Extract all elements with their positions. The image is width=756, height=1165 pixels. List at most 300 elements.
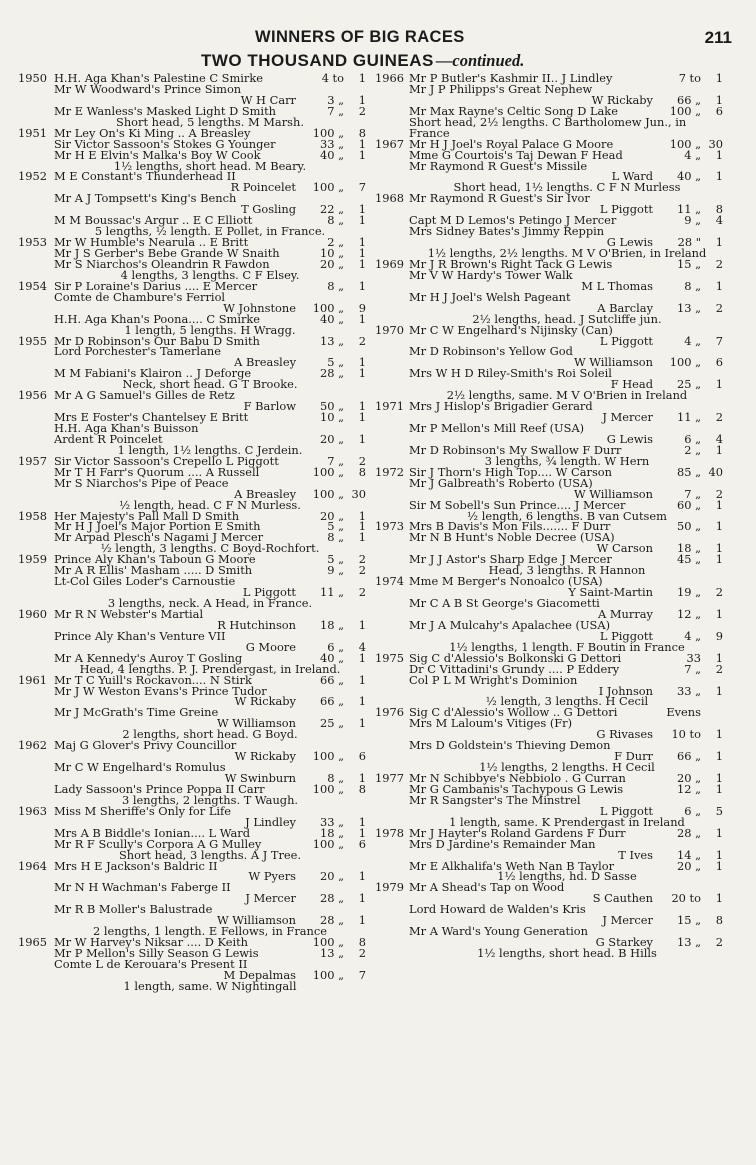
- jockey: G Starkey: [595, 935, 653, 950]
- comment-text: 1½ lengths, 2½ lengths. M V O'Brien, in Ireland: [427, 246, 707, 260]
- jockey: W Rickaby: [234, 749, 296, 764]
- horse-entry: Mr J Hayter's Roland Gardens F Durr: [409, 825, 626, 840]
- jockey: W Williamson: [573, 486, 653, 501]
- comment-text: 1 length, 5 lengths. H Wragg.: [124, 322, 296, 337]
- odds: 33 „: [319, 136, 344, 151]
- odds-against: 40: [708, 464, 723, 479]
- jockey: F Barlow: [243, 399, 296, 414]
- comment-text: 1½ lengths, short head. M Beary.: [113, 158, 307, 173]
- odds: 66 „: [319, 694, 344, 709]
- horse-entry: M M Fabiani's Klairon .. J Deforge: [54, 366, 252, 381]
- odds: 4 „: [684, 333, 701, 348]
- odds-against: 2: [358, 103, 366, 118]
- odds-against: 1: [715, 92, 723, 107]
- horse-entry: Mme G Courtois's Taj Dewan F Head: [409, 147, 623, 162]
- horse-entry: Mme M Berger's Nonoalco (USA): [409, 574, 603, 589]
- odds: 13 „: [319, 946, 344, 960]
- horse-entry: Comte L de Kerouara's Present II: [54, 956, 248, 971]
- odds-against: 1: [358, 617, 366, 632]
- horse-entry: Mr R B Moller's Balustrade: [54, 902, 213, 917]
- odds-against: 1: [358, 694, 366, 709]
- jockey: G Lewis: [606, 235, 653, 250]
- entry-line: [375, 289, 723, 304]
- odds: 2 „: [327, 235, 344, 250]
- horse-entry: Dr C Vittadini's Grundy .... P Eddery: [409, 661, 620, 676]
- odds-against: 1: [358, 311, 366, 326]
- jockey: W Williamson: [216, 716, 296, 731]
- entry-line: [375, 598, 723, 609]
- horse-entry: Maj G Glover's Privy Councillor: [54, 738, 237, 753]
- odds: 28 „: [319, 891, 344, 906]
- odds: 100 „: [312, 749, 344, 764]
- jockey: L Piggott: [599, 803, 653, 818]
- comment-text: 2½ lengths, head. J Sutcliffe jun.: [472, 311, 662, 326]
- jockey: G Lewis: [606, 431, 653, 446]
- year: 1963: [18, 803, 47, 818]
- odds: 5 „: [327, 552, 344, 567]
- horse-entry: Mr N Schibbye's Nebbiolo . G Curran: [409, 771, 626, 785]
- odds-against: 4: [715, 213, 723, 228]
- horse-entry: Lord Porchester's Tamerlane: [54, 344, 221, 359]
- odds-against: 1: [715, 235, 723, 250]
- jockey: J Mercer: [602, 410, 653, 425]
- year: 1950: [18, 71, 47, 85]
- horse-entry: Col P L M Wright's Dominion: [409, 672, 578, 687]
- entry-line: [18, 193, 366, 204]
- comment-text: Neck, short head. G T Brooke.: [122, 377, 298, 392]
- horse-entry: Lord Howard de Walden's Kris: [409, 902, 586, 917]
- odds: 100 „: [669, 103, 701, 118]
- entry-line: [375, 226, 723, 237]
- odds-against: 1: [715, 519, 723, 534]
- horse-entry: Mr C W Engelhard's Nijinsky (Can): [409, 322, 613, 337]
- year: 1968: [375, 191, 404, 206]
- horse-entry: Mr Raymond R Guest's Sir Ivor: [409, 191, 590, 206]
- odds-against: 2: [358, 453, 366, 468]
- year: 1970: [375, 322, 404, 337]
- horse-entry: Mr A J Tompsett's King's Bench: [54, 191, 237, 206]
- odds: 5 „: [327, 355, 344, 370]
- odds: 4 to: [321, 71, 344, 85]
- entry-line: [18, 707, 366, 718]
- odds-against: 1: [715, 683, 723, 698]
- year: 1965: [18, 935, 47, 950]
- comment-text: 1 length, same. W Nightingall: [123, 978, 297, 993]
- odds: 100 „: [312, 486, 344, 501]
- horse-entry: M M Boussac's Argur .. E C Elliott: [54, 213, 253, 228]
- jockey: G Rivases: [596, 727, 653, 742]
- odds-against: 1: [358, 650, 366, 665]
- entry-line: [375, 617, 723, 632]
- odds: 11 „: [676, 410, 701, 425]
- jockey: A Breasley: [234, 355, 296, 370]
- horse-entry: Prince Aly Khan's Taboun G Moore: [54, 552, 256, 567]
- comment-text: Short head, 3 lengths. A J Tree.: [118, 847, 302, 862]
- odds: 8 „: [327, 213, 344, 228]
- odds-against: 2: [715, 661, 723, 676]
- horse-entry: Mrs H E Jackson's Baldric II: [54, 858, 218, 873]
- section-heading: [201, 51, 601, 73]
- odds: 100 „: [312, 781, 344, 796]
- horse-entry: Mr S Niarchos's Pipe of Peace: [54, 475, 229, 490]
- odds-against: 5: [715, 803, 723, 818]
- odds: 28 ": [677, 235, 701, 250]
- jockey: L Piggott: [242, 585, 296, 600]
- jockey: L Ward: [611, 169, 653, 184]
- jockey: W Williamson: [216, 913, 296, 928]
- odds: 20 „: [319, 869, 344, 884]
- odds-against: 1: [358, 431, 366, 446]
- horse-entry: Mrs M Laloum's Vitiges (Fr): [409, 716, 573, 731]
- entry-line: [18, 803, 366, 818]
- horse-entry: Mr A Kennedy's Auroy T Gosling: [54, 650, 243, 665]
- odds-against: 30: [351, 486, 366, 501]
- horse-entry: Sir P Loraine's Darius .... E Mercer: [54, 278, 258, 293]
- entry-line: [18, 390, 366, 401]
- year: 1977: [375, 771, 404, 785]
- odds-against: 1: [358, 71, 366, 85]
- entry-line: [18, 346, 366, 357]
- odds-against: 1: [358, 136, 366, 151]
- jockey: M L Thomas: [581, 278, 653, 293]
- odds-against: 7: [715, 333, 723, 348]
- horse-entry: Mr V W Hardy's Tower Walk: [409, 267, 573, 282]
- entry-line: [375, 532, 723, 543]
- entry-line: [375, 926, 723, 937]
- odds-against: 8: [358, 781, 366, 796]
- odds: 33 „: [319, 814, 344, 829]
- jockey: W Carson: [596, 541, 653, 556]
- jockey: W Pyers: [248, 869, 296, 884]
- odds-against: 6: [715, 103, 723, 118]
- comment-text: Short head, 1½ lengths. C F N Murless: [453, 180, 681, 195]
- year: 1953: [18, 235, 47, 250]
- odds: 18 „: [319, 617, 344, 632]
- entry-line: [375, 81, 723, 96]
- odds-against: 8: [358, 464, 366, 479]
- horse-entry: Mr A Shead's Tap on Wood: [409, 880, 565, 895]
- entry-line: [375, 368, 723, 379]
- odds: 28 „: [676, 825, 701, 840]
- odds-against: 2: [358, 946, 366, 960]
- odds-against: 4: [715, 431, 723, 446]
- odds-against: 1: [358, 399, 366, 414]
- odds: 20 to: [671, 891, 701, 906]
- horse-entry: Mr R N Webster's Martial: [54, 606, 204, 621]
- odds: 10 „: [319, 410, 344, 425]
- entry-line: [375, 740, 723, 751]
- entry-line: [375, 322, 723, 337]
- year: 1957: [18, 453, 47, 468]
- odds-against: 1: [358, 530, 366, 545]
- horse-entry: H.H. Aga Khan's Palestine C Smirke: [54, 71, 263, 85]
- odds-against: 2: [715, 486, 723, 501]
- horse-entry: Mr A R Ellis' Masham ..... D Smith: [54, 563, 253, 578]
- odds: 28 „: [319, 913, 344, 928]
- horse-entry: Sig C d'Alessio's Bolkonski G Dettori: [409, 650, 622, 665]
- odds-against: 1: [715, 147, 723, 162]
- odds-against: 1: [358, 355, 366, 370]
- horse-entry: Mr J S Gerber's Bebe Grande W Snaith: [54, 246, 280, 260]
- odds: 18 „: [319, 825, 344, 840]
- comment-text: Short head, 5 lengths. M Marsh.: [116, 114, 304, 129]
- horse-entry: Mr J P Philipps's Great Nephew: [409, 81, 593, 96]
- odds: 13 „: [676, 300, 701, 315]
- year: 1979: [375, 880, 404, 895]
- entry-line: [18, 858, 366, 873]
- horse-entry: Mr G Cambanis's Tachypous G Lewis: [409, 781, 624, 796]
- odds-against: 8: [358, 935, 366, 950]
- comment-text: 1½ lengths, short head. B Hills: [477, 946, 657, 960]
- odds: 50 „: [676, 519, 701, 534]
- odds-against: 1: [715, 825, 723, 840]
- horse-entry: Mr J J Astor's Sharp Edge J Mercer: [409, 552, 612, 567]
- horse-entry: Mr R F Scully's Corpora A G Mulley: [54, 836, 262, 851]
- horse-entry: Mr D Robinson's My Swallow F Durr: [409, 442, 622, 457]
- year: 1954: [18, 278, 47, 293]
- odds-against: 6: [358, 749, 366, 764]
- odds: 22 „: [319, 202, 344, 217]
- horse-entry: Her Majesty's Pall Mall D Smith: [54, 508, 240, 523]
- odds-against: 1: [358, 716, 366, 731]
- year: 1976: [375, 705, 404, 720]
- horse-entry: Mr T H Farr's Quorum .... A Russell: [54, 464, 260, 479]
- odds: 4 „: [684, 147, 701, 162]
- year: 1955: [18, 333, 47, 348]
- year: 1961: [18, 672, 47, 687]
- odds-against: 1: [358, 891, 366, 906]
- page-number: 211: [704, 28, 732, 47]
- horse-entry: Mr H J Joel's Welsh Pageant: [409, 289, 571, 304]
- horse-entry: Mrs D Goldstein's Thieving Demon: [409, 738, 611, 753]
- entry-line: [375, 792, 723, 807]
- jockey: J Mercer: [245, 891, 296, 906]
- horse-entry: Mrs A B Biddle's Ionian.... L Ward: [54, 825, 250, 840]
- odds: 12 „: [676, 781, 701, 796]
- odds: 4 „: [684, 628, 701, 643]
- odds: 5 „: [327, 519, 344, 534]
- odds: 40 „: [319, 311, 344, 326]
- horse-entry: Mr J R Brown's Right Tack G Lewis: [409, 256, 613, 271]
- jockey: F Head: [610, 377, 653, 392]
- odds-against: 1: [358, 519, 366, 534]
- year: 1978: [375, 825, 404, 840]
- horse-entry: Mr W Humble's Nearula .. E Britt: [54, 235, 249, 250]
- horse-entry: Sig C d'Alessio's Wollow .. G Dettori: [409, 705, 618, 720]
- running-title: WINNERS OF BIG RACES: [255, 28, 465, 46]
- year: 1964: [18, 858, 47, 873]
- odds-against: 1: [358, 202, 366, 217]
- comment-text: 5 lengths, ½ length. E Pollet, in France.: [94, 224, 326, 239]
- year: 1966: [375, 71, 404, 85]
- odds-against: 1: [715, 442, 723, 457]
- jockey: W H Carr: [240, 92, 296, 107]
- year: 1951: [18, 125, 47, 140]
- left-column: [18, 73, 366, 992]
- odds: 19 „: [676, 585, 701, 600]
- odds: 10 to: [671, 727, 701, 742]
- odds-against: 1: [715, 71, 723, 85]
- odds: 66 „: [676, 749, 701, 764]
- odds: 7 „: [327, 103, 344, 118]
- jockey: L Piggott: [599, 202, 653, 217]
- horse-entry: Mr A Ward's Young Generation: [409, 924, 588, 939]
- odds: Evens: [666, 705, 701, 720]
- odds: 10 „: [319, 246, 344, 260]
- odds-against: 1: [358, 672, 366, 687]
- odds: 8 „: [327, 771, 344, 785]
- horse-entry: Mr Arpad Plesch's Nagami J Mercer: [54, 530, 264, 545]
- horse-entry: Mr E Wanless's Masked Light D Smith: [54, 103, 276, 118]
- jockey: W Swinburn: [224, 771, 296, 785]
- odds: 100 „: [312, 935, 344, 950]
- odds-against: 1: [715, 541, 723, 556]
- horse-entry: Mr C W Engelhard's Romulus: [54, 760, 226, 775]
- odds-against: 6: [358, 836, 366, 851]
- odds: 11 „: [676, 202, 701, 217]
- odds-against: 1: [358, 256, 366, 271]
- year: 1974: [375, 574, 404, 589]
- jockey: J Mercer: [602, 913, 653, 928]
- horse-entry: Mr E Alkhalifa's Weth Nan B Taylor: [409, 858, 615, 873]
- odds-against: 1: [715, 650, 723, 665]
- comment-text: ½ length, 6 lengths. B van Cutsem: [467, 508, 667, 523]
- entry-line: [18, 81, 366, 96]
- comment-text: 1 length, 1½ lengths. C Jerdein.: [117, 442, 303, 457]
- year: 1969: [375, 256, 404, 271]
- odds: 50 „: [319, 399, 344, 414]
- entry-line: [18, 576, 366, 587]
- odds: 66 „: [676, 92, 701, 107]
- entry-line: [18, 683, 366, 698]
- odds: 100 „: [312, 967, 344, 982]
- odds-against: 1: [358, 825, 366, 840]
- comment-text: 1 length, same. K Prendergast in Ireland: [449, 814, 685, 829]
- odds-against: 1: [358, 410, 366, 425]
- odds-against: 1: [358, 147, 366, 162]
- odds-against: 1: [358, 508, 366, 523]
- odds: 15 „: [676, 913, 701, 928]
- odds-against: 8: [715, 913, 723, 928]
- odds-against: 2: [715, 410, 723, 425]
- horse-entry: Sir J Thorn's High Top.... W Carson: [409, 464, 612, 479]
- odds: 6 „: [684, 431, 701, 446]
- odds: 40 „: [319, 650, 344, 665]
- horse-entry: Mrs J Hislop's Brigadier Gerard: [409, 399, 593, 414]
- odds-against: 6: [715, 355, 723, 370]
- odds: 7 to: [678, 71, 701, 85]
- entry-line: [375, 475, 723, 490]
- odds: 9 „: [684, 213, 701, 228]
- odds-against: 1: [715, 858, 723, 873]
- horse-entry: Sir M Sobell's Sun Prince.... J Mercer: [409, 497, 626, 512]
- horse-entry: Mr S Niarchos's Oleandrin R Fawdon: [54, 256, 270, 271]
- horse-entry: Mr P Mellon's Silly Season G Lewis: [54, 946, 259, 960]
- comment-text: 2 lengths, short head. G Boyd.: [122, 727, 298, 742]
- odds: 12 „: [676, 606, 701, 621]
- note-text: Short head, 2½ lengths. C Bartholomew Jun., in: [409, 114, 687, 129]
- horse-entry: Lady Sassoon's Prince Poppa II Carr: [54, 781, 265, 796]
- horse-entry: Miss M Sheriffe's Only for Life: [54, 803, 231, 818]
- comment-text: 3 lengths, neck. A Head, in France.: [107, 596, 313, 610]
- jockey: T Ives: [618, 847, 653, 862]
- comment-text: ½ length, 3 lengths. H Cecil: [485, 694, 649, 709]
- result-comment: [375, 948, 723, 959]
- odds-against: 1: [715, 891, 723, 906]
- horse-entry: Mr Max Rayne's Celtic Song D Lake: [409, 103, 618, 118]
- entry-line: [18, 762, 366, 773]
- comment-text: Head, 4 lengths. P. J. Prendergast, in Ireland.: [79, 661, 341, 676]
- odds: 100 „: [312, 125, 344, 140]
- odds-against: 1: [358, 213, 366, 228]
- entry-line: [18, 904, 366, 915]
- jockey: T Gosling: [241, 202, 296, 217]
- year: 1962: [18, 738, 47, 753]
- horse-entry: Mr W Harvey's Niksar .... D Keith: [54, 935, 249, 950]
- horse-entry: Lt-Col Giles Loder's Carnoustie: [54, 574, 236, 589]
- horse-entry: Mr W Woodward's Prince Simon: [54, 81, 242, 96]
- entry-line: [375, 401, 723, 412]
- horse-entry: Mrs W H D Riley-Smith's Roi Soleil: [409, 366, 612, 381]
- horse-entry: Mrs Sidney Bates's Jimmy Reppin: [409, 224, 605, 239]
- odds-against: 1: [715, 781, 723, 796]
- jockey: R Hutchinson: [217, 617, 296, 632]
- odds: 13 „: [319, 333, 344, 348]
- comment-text: 3 lengths, 2 lengths. T Waugh.: [121, 792, 299, 807]
- odds: 20 „: [676, 858, 701, 873]
- comment-text: 2 lengths, 1 length. E Fellows, in France: [92, 924, 328, 939]
- entry-line: [375, 576, 723, 587]
- odds-against: 1: [715, 847, 723, 862]
- entry-line: [18, 606, 366, 621]
- comment-text: 1½ lengths, 1 length. F Boutin in France: [449, 639, 685, 654]
- comment-text: 4 lengths, 3 lengths. C F Elsey.: [120, 267, 300, 282]
- odds-against: 4: [358, 639, 366, 654]
- odds: 8 „: [684, 278, 701, 293]
- year: 1959: [18, 552, 47, 567]
- odds-against: 2: [358, 585, 366, 600]
- odds: 13 „: [676, 935, 701, 950]
- odds: 25 „: [676, 377, 701, 392]
- odds: 28 „: [319, 366, 344, 381]
- odds: 20 „: [676, 771, 701, 785]
- year: 1960: [18, 606, 47, 621]
- odds-against: 1: [358, 278, 366, 293]
- jockey: S Cauthen: [592, 891, 653, 906]
- odds: 14 „: [676, 847, 701, 862]
- odds: 100 „: [669, 355, 701, 370]
- odds: 6 „: [327, 639, 344, 654]
- odds-against: 1: [715, 552, 723, 567]
- comment-text: 2½ lengths, same. M V O'Brien in Ireland: [446, 388, 688, 403]
- horse-entry: Mr H J Joel's Royal Palace G Moore: [409, 136, 614, 151]
- horse-entry: Mr H E Elvin's Malka's Boy W Cook: [54, 147, 261, 162]
- odds-against: 7: [358, 967, 366, 982]
- continued-note: —continued.: [435, 51, 525, 70]
- odds: 8 „: [327, 530, 344, 545]
- odds: 2 „: [684, 442, 701, 457]
- odds-against: 2: [715, 585, 723, 600]
- odds-against: 8: [715, 202, 723, 217]
- odds: 9 „: [327, 563, 344, 578]
- odds: 33 „: [676, 683, 701, 698]
- horse-entry: Mr N H Wachman's Faberge II: [54, 880, 231, 895]
- horse-entry: M E Constant's Thunderhead II: [54, 169, 236, 184]
- odds-against: 1: [715, 727, 723, 742]
- jockey: L Piggott: [599, 628, 653, 643]
- odds-against: 2: [358, 552, 366, 567]
- jockey: A Murray: [598, 606, 653, 621]
